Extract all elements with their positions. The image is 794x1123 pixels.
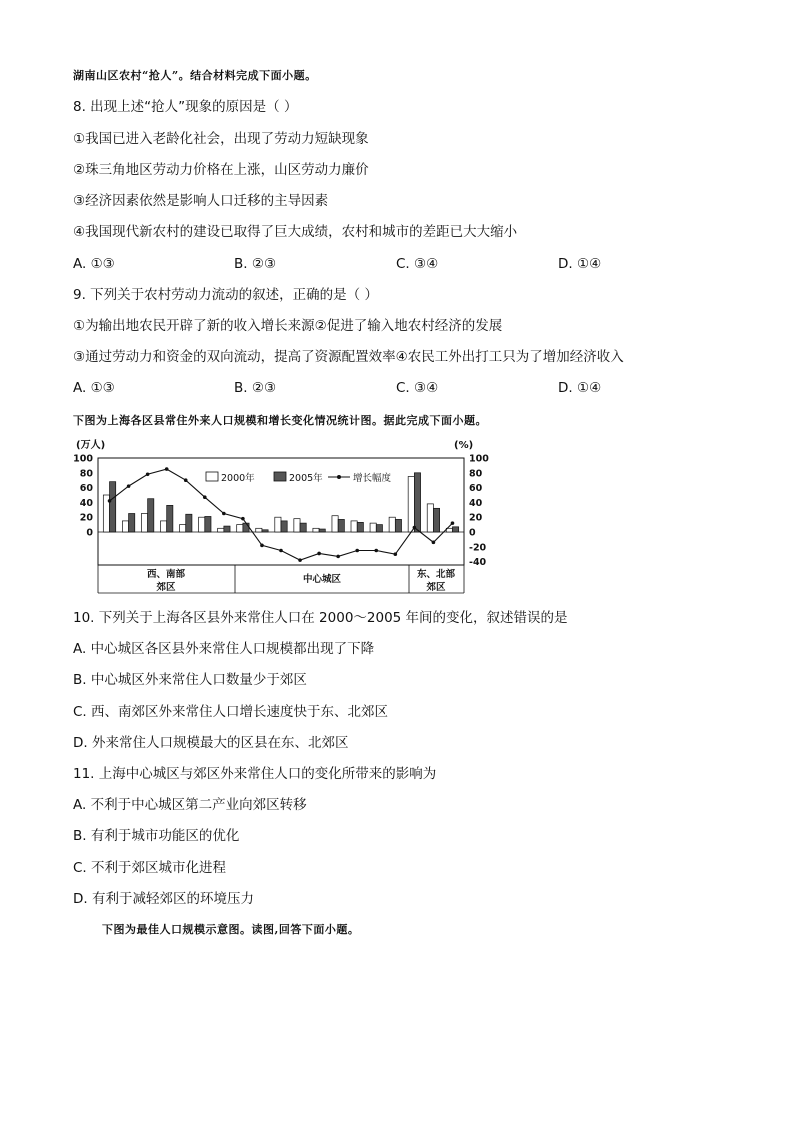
bar-2000 bbox=[427, 504, 433, 532]
legend-line-marker bbox=[337, 475, 341, 479]
growth-point bbox=[203, 495, 207, 499]
bar-2005 bbox=[376, 525, 382, 532]
question-11: 11. 上海中心城区与郊区外来常住人口的变化所带来的影响为 bbox=[73, 766, 437, 782]
growth-line bbox=[110, 469, 453, 560]
q8-option-d: D. ①④ bbox=[558, 256, 602, 272]
y-left-tick: 0 bbox=[86, 527, 93, 539]
q8-statement-4: ④我国现代新农村的建设已取得了巨大成绩，农村和城市的差距已大大缩小 bbox=[73, 224, 518, 240]
bar-2005 bbox=[224, 526, 230, 532]
bar-2000 bbox=[294, 519, 300, 532]
bar-2000 bbox=[218, 528, 224, 532]
q11-option-d: D. 有利于减轻郊区的环境压力 bbox=[73, 891, 254, 907]
q9-option-d: D. ①④ bbox=[558, 380, 602, 396]
bar-2000 bbox=[256, 528, 262, 532]
growth-point bbox=[413, 526, 417, 530]
q11-option-c: C. 不利于郊区城市化进程 bbox=[73, 860, 227, 876]
legend-2000: 2000年 bbox=[221, 473, 255, 484]
bar-2005 bbox=[167, 505, 173, 532]
bar-2000 bbox=[332, 516, 338, 532]
q9-option-a: A. ①③ bbox=[73, 380, 115, 396]
q11-option-a: A. 不利于中心城区第二产业向郊区转移 bbox=[73, 797, 307, 813]
bar-2000 bbox=[370, 523, 376, 532]
bar-2000 bbox=[313, 528, 319, 532]
bar-2005 bbox=[281, 521, 287, 532]
growth-point bbox=[165, 467, 169, 471]
legend-2005: 2005年 bbox=[289, 473, 323, 484]
population-chart bbox=[68, 436, 498, 596]
bar-2000 bbox=[389, 517, 395, 532]
bar-2005 bbox=[319, 529, 325, 532]
q10-option-a: A. 中心城区各区县外来常住人口规模都出现了下降 bbox=[73, 641, 375, 657]
group-east-north-2: 郊区 bbox=[426, 582, 446, 593]
y-left-label: (万人) bbox=[76, 440, 106, 451]
bar-2005 bbox=[243, 523, 249, 532]
growth-point bbox=[451, 521, 455, 525]
q11-option-b: B. 有利于城市功能区的优化 bbox=[73, 828, 240, 844]
q9-option-c: C. ③④ bbox=[396, 380, 439, 396]
group-west-south-2: 郊区 bbox=[156, 582, 176, 593]
legend-growth: 增长幅度 bbox=[353, 473, 392, 484]
y-right-tick: -20 bbox=[469, 542, 487, 554]
bar-2005 bbox=[452, 527, 458, 532]
group-east-north: 东、北部 bbox=[416, 569, 456, 580]
growth-point bbox=[432, 541, 436, 545]
bar-2005 bbox=[414, 473, 420, 532]
q9-statement-2: ③通过劳动力和资金的双向流动，提高了资源配置效率④农民工外出打工只为了增加经济收入 bbox=[73, 349, 624, 365]
growth-point bbox=[298, 558, 302, 562]
bar-2005 bbox=[129, 514, 135, 533]
q8-statement-3: ③经济因素依然是影响人口迁移的主导因素 bbox=[73, 193, 329, 209]
question-8: 8. 出现上述“抢人”现象的原因是（ ） bbox=[73, 99, 298, 115]
group-west-south: 西、南部 bbox=[146, 569, 186, 580]
y-left-tick: 40 bbox=[79, 497, 93, 509]
growth-point bbox=[260, 544, 264, 548]
q10-option-c: C. 西、南郊区外来常住人口增长速度快于东、北郊区 bbox=[73, 704, 389, 720]
q8-option-a: A. ①③ bbox=[73, 256, 115, 272]
q10-option-d: D. 外来常住人口规模最大的区县在东、北郊区 bbox=[73, 735, 349, 751]
intro-text-3: 下图为最佳人口规模示意图。读图,回答下面小题。 bbox=[102, 923, 360, 936]
bar-2000 bbox=[141, 514, 147, 533]
growth-point bbox=[108, 499, 112, 503]
bar-2000 bbox=[199, 517, 205, 532]
q9-option-b: B. ②③ bbox=[234, 380, 277, 396]
q8-option-b: B. ②③ bbox=[234, 256, 277, 272]
bar-2000 bbox=[408, 477, 414, 533]
y-right-tick: 20 bbox=[469, 512, 483, 524]
bar-2000 bbox=[237, 525, 243, 532]
growth-point bbox=[222, 512, 226, 516]
y-left-tick: 100 bbox=[73, 453, 93, 465]
question-9: 9. 下列关于农村劳动力流动的叙述，正确的是（ ） bbox=[73, 287, 378, 303]
y-right-tick: -40 bbox=[469, 557, 487, 569]
bar-2005 bbox=[148, 499, 154, 532]
growth-point bbox=[127, 484, 131, 488]
bar-2005 bbox=[186, 514, 192, 532]
legend-swatch-2000 bbox=[206, 472, 218, 481]
bar-2005 bbox=[205, 516, 211, 532]
bar-2005 bbox=[433, 508, 439, 532]
y-right-tick: 100 bbox=[469, 453, 489, 465]
intro-text-2: 下图为上海各区县常住外来人口规模和增长变化情况统计图。据此完成下面小题。 bbox=[73, 414, 487, 427]
y-right-tick: 60 bbox=[469, 483, 483, 495]
y-left-tick: 60 bbox=[79, 483, 93, 495]
growth-point bbox=[241, 517, 245, 521]
bar-2005 bbox=[338, 519, 344, 532]
bar-2000 bbox=[180, 525, 186, 532]
growth-point bbox=[336, 555, 340, 559]
group-center: 中心城区 bbox=[302, 574, 342, 585]
legend-swatch-2005 bbox=[274, 472, 286, 481]
y-right-label: (%) bbox=[454, 440, 474, 451]
growth-point bbox=[355, 549, 359, 553]
q10-option-b: B. 中心城区外来常住人口数量少于郊区 bbox=[73, 672, 307, 688]
q8-statement-2: ②珠三角地区劳动力价格在上涨，山区劳动力廉价 bbox=[73, 162, 369, 178]
growth-point bbox=[279, 549, 283, 553]
y-right-tick: 40 bbox=[469, 497, 483, 509]
q9-statement-1: ①为输出地农民开辟了新的收入增长来源②促进了输入地农村经济的发展 bbox=[73, 318, 503, 334]
y-left-tick: 20 bbox=[79, 512, 93, 524]
q8-option-c: C. ③④ bbox=[396, 256, 439, 272]
y-right-tick: 0 bbox=[469, 527, 476, 539]
growth-point bbox=[394, 552, 398, 556]
growth-point bbox=[184, 478, 188, 482]
question-10: 10. 下列关于上海各区县外来常住人口在 2000～2005 年间的变化，叙述错误的是 bbox=[73, 610, 568, 626]
y-left-tick: 80 bbox=[79, 468, 93, 480]
y-right-tick: 80 bbox=[469, 468, 483, 480]
bar-2000 bbox=[122, 521, 128, 532]
bar-2000 bbox=[160, 521, 166, 532]
bar-2000 bbox=[351, 521, 357, 532]
bar-2005 bbox=[395, 519, 401, 532]
growth-point bbox=[317, 552, 321, 556]
growth-point bbox=[374, 549, 378, 553]
q8-statement-1: ①我国已进入老龄化社会，出现了劳动力短缺现象 bbox=[73, 131, 369, 147]
bar-2005 bbox=[262, 530, 268, 532]
bar-2005 bbox=[357, 522, 363, 532]
bar-2005 bbox=[110, 482, 116, 532]
growth-point bbox=[146, 472, 150, 476]
intro-text-1: 湖南山区农村“抢人”。结合材料完成下面小题。 bbox=[73, 69, 317, 82]
bar-2005 bbox=[300, 523, 306, 532]
bar-2000 bbox=[275, 517, 281, 532]
